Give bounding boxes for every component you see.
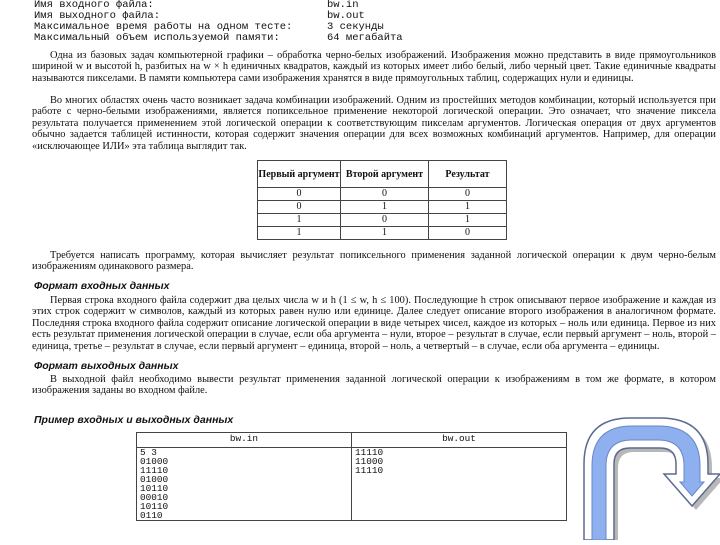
meta-key: Имя входного файла: (34, 0, 154, 11)
sample-output-cell (352, 448, 567, 521)
sample-input-line: 0110 (140, 510, 163, 521)
sample-input-line: 01000 (140, 456, 169, 467)
sample-input-line: 10110 (140, 483, 169, 494)
truth-header-second: Второй аргумент (341, 161, 429, 188)
meta-row (34, 11, 514, 22)
table-cell: 1 (258, 214, 341, 227)
meta-key: Имя выходного файла: (34, 11, 161, 22)
meta-row (34, 33, 514, 44)
meta-value: bw.out (327, 10, 365, 22)
meta-row (34, 22, 514, 33)
intro-paragraph-2: Во многих областях очень часто возникает задача комбинации изображений. Одним из простейших методов комбинации, который используется при работе с черно-белыми изображениями, является попиксельное применение некоторой логической операции. Это означает, что значение пиксела результата получается применением этой логической операции к соответствующим пикселам аргументов. Логическая операция от двух аргументов обычно задается таблицей истинности, которая содержит значения операции для всех возможных комбинаций аргументов. Например, для операции «исключающее ИЛИ» эта таблица выглядит так. (32, 95, 716, 152)
input-format-text: Первая строка входного файла содержит два целых числа w и h (1 ≤ w, h ≤ 100). Последующие h строк описывают первое изображение и каждая из этих строк содержит w символов, каждый из которых равен нулю или единице. Далее следует описание второго изображения в аналогичном формате. Последняя строка входного файла содержит описание логической операции в виде четырех чисел, каждое из которых – ноль или единица. Первое из них есть результат применения логической операции в случае, если оба аргумента – нули, второе – результат в случае, если первый аргумент – ноль, второй – единица, третье – результат в случае, если первый аргумент – единица, второй – ноль, а четвертый – в случае, если оба аргумента – единицы. (32, 295, 716, 352)
table-row (258, 214, 507, 227)
table-row (258, 227, 507, 240)
sample-input-cell (137, 448, 352, 521)
sample-input-line: 5 3 (140, 447, 157, 458)
meta-value: bw.in (327, 0, 359, 11)
sample-input-line: 00010 (140, 492, 169, 503)
table-cell: 0 (341, 214, 429, 227)
sample-output-line: 11110 (355, 465, 384, 476)
table-cell: 0 (429, 227, 507, 240)
task-paragraph: Требуется написать программу, которая вычисляет результат попиксельного применения заданной логической операции к двум черно-белым изображениям одинакового размера. (32, 250, 716, 273)
meta-value: 64 мегабайта (327, 32, 403, 44)
output-format-text: В выходной файл необходимо вывести результат применения заданной логической операции к изображениям в том же формате, в котором изображения заданы во входном файле. (32, 374, 716, 397)
sample-output-line: 11110 (355, 447, 384, 458)
sample-header-row (137, 433, 567, 448)
sample-output-line: 11000 (355, 456, 384, 467)
sample-input-line: 11110 (140, 465, 169, 476)
intro-paragraph-1: Одна из базовых задач компьютерной графики – обработка черно-белых изображений. Изображения можно представить в виде прямоугольников шириной w и высотой h, разбитых на w × h единичных квадратов, каждый из которых имеет либо белый, либо черный цвет. Такие единичные квадраты называются пикселами. В памяти компьютера сами изображения хранятся в виде прямоугольных таблиц, содержащих нули и единицы. (32, 50, 716, 84)
sample-input-line: 01000 (140, 474, 169, 485)
sample-heading: Пример входных и выходных данных (34, 414, 234, 426)
table-cell: 1 (429, 201, 507, 214)
output-format-heading: Формат выходных данных (34, 360, 179, 372)
input-format-heading: Формат входных данных (34, 280, 170, 292)
table-cell: 0 (258, 201, 341, 214)
sample-io-table (136, 432, 567, 521)
table-cell: 0 (429, 188, 507, 201)
table-cell: 0 (341, 188, 429, 201)
meta-key: Максимальное время работы на одном тесте: (34, 22, 293, 33)
sample-input-line: 10110 (140, 501, 169, 512)
meta-row (34, 0, 514, 11)
table-row (258, 188, 507, 201)
truth-table (257, 160, 507, 240)
sample-body-row (137, 448, 567, 521)
table-cell: 1 (341, 201, 429, 214)
table-row (258, 201, 507, 214)
meta-value: 3 секунды (327, 21, 384, 33)
table-cell: 1 (429, 214, 507, 227)
sample-input-header: bw.in (137, 433, 352, 448)
table-cell: 1 (258, 227, 341, 240)
meta-key: Максимальный объем используемой памяти: (34, 33, 280, 44)
sample-output-header: bw.out (352, 433, 567, 448)
file-meta (34, 0, 514, 44)
table-cell: 0 (258, 188, 341, 201)
table-cell: 1 (341, 227, 429, 240)
truth-table-header (258, 161, 507, 188)
truth-header-result: Результат (429, 161, 507, 188)
return-arrow-icon[interactable] (574, 402, 720, 545)
truth-header-first: Первый аргумент (258, 161, 341, 188)
